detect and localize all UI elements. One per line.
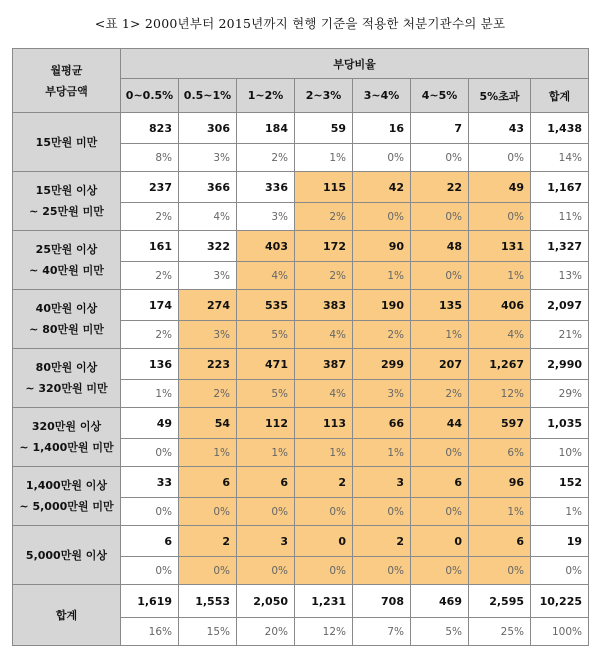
count-cell: 48 xyxy=(411,231,469,262)
percent-cell: 3% xyxy=(353,380,411,408)
count-cell: 190 xyxy=(353,290,411,321)
percent-cell: 2% xyxy=(295,203,353,231)
percent-cell: 1% xyxy=(469,262,531,290)
count-cell: 2 xyxy=(179,526,237,557)
percent-cell: 16% xyxy=(121,618,179,646)
percent-cell: 2% xyxy=(353,321,411,349)
percent-cell: 13% xyxy=(531,262,589,290)
count-cell: 2 xyxy=(295,467,353,498)
percent-cell: 0% xyxy=(295,557,353,585)
count-cell: 49 xyxy=(121,408,179,439)
group-header: 부당비율 xyxy=(121,49,589,79)
count-cell: 22 xyxy=(411,172,469,203)
count-cell: 59 xyxy=(295,113,353,144)
column-header: 2~3% xyxy=(295,79,353,113)
percent-cell: 0% xyxy=(411,439,469,467)
count-cell: 172 xyxy=(295,231,353,262)
percent-cell: 0% xyxy=(179,557,237,585)
count-cell: 43 xyxy=(469,113,531,144)
percent-cell: 0% xyxy=(469,557,531,585)
count-cell: 136 xyxy=(121,349,179,380)
percent-cell: 1% xyxy=(121,380,179,408)
row-label xyxy=(13,585,121,646)
count-cell: 33 xyxy=(121,467,179,498)
count-cell: 6 xyxy=(237,467,295,498)
count-cell: 387 xyxy=(295,349,353,380)
count-cell: 49 xyxy=(469,172,531,203)
row-label-line: ~ 1,400만원 미만 xyxy=(19,441,114,454)
count-cell: 174 xyxy=(121,290,179,321)
row-label xyxy=(13,113,121,172)
percent-cell: 7% xyxy=(353,618,411,646)
percent-cell: 20% xyxy=(237,618,295,646)
percent-cell: 1% xyxy=(237,439,295,467)
percent-cell: 15% xyxy=(179,618,237,646)
row-label-line: 40만원 이상 xyxy=(35,302,98,315)
count-cell: 6 xyxy=(411,467,469,498)
percent-cell: 2% xyxy=(121,262,179,290)
table-row-counts xyxy=(13,585,589,618)
percent-cell: 1% xyxy=(469,498,531,526)
count-cell: 10,225 xyxy=(531,585,589,618)
row-label-line: ~ 25만원 미만 xyxy=(29,205,104,218)
count-cell: 223 xyxy=(179,349,237,380)
percent-cell: 5% xyxy=(237,321,295,349)
count-cell: 19 xyxy=(531,526,589,557)
percent-cell: 3% xyxy=(179,144,237,172)
column-header: 0~0.5% xyxy=(121,79,179,113)
percent-cell: 11% xyxy=(531,203,589,231)
count-cell: 1,553 xyxy=(179,585,237,618)
table-row-counts xyxy=(13,467,589,498)
table-row-counts xyxy=(13,408,589,439)
percent-cell: 0% xyxy=(179,498,237,526)
column-header: 4~5% xyxy=(411,79,469,113)
row-header-line-2: 부당금액 xyxy=(45,84,88,98)
percent-cell: 2% xyxy=(179,380,237,408)
percent-cell: 2% xyxy=(121,203,179,231)
percent-cell: 0% xyxy=(411,498,469,526)
count-cell: 135 xyxy=(411,290,469,321)
percent-cell: 0% xyxy=(411,262,469,290)
count-cell: 471 xyxy=(237,349,295,380)
table-row-counts xyxy=(13,526,589,557)
percent-cell: 8% xyxy=(121,144,179,172)
percent-cell: 0% xyxy=(237,498,295,526)
percent-cell: 0% xyxy=(353,557,411,585)
count-cell: 90 xyxy=(353,231,411,262)
percent-cell: 4% xyxy=(295,321,353,349)
percent-cell: 3% xyxy=(237,203,295,231)
row-label-line: 80만원 이상 xyxy=(35,361,98,374)
percent-cell: 12% xyxy=(295,618,353,646)
percent-cell: 12% xyxy=(469,380,531,408)
percent-cell: 0% xyxy=(353,203,411,231)
table-row-counts xyxy=(13,113,589,144)
count-cell: 823 xyxy=(121,113,179,144)
row-label-line: ~ 320만원 미만 xyxy=(25,382,108,395)
count-cell: 2,595 xyxy=(469,585,531,618)
percent-cell: 10% xyxy=(531,439,589,467)
row-label xyxy=(13,231,121,290)
row-label-line: 320만원 이상 xyxy=(31,420,102,433)
row-label-line: 25만원 이상 xyxy=(35,243,98,256)
percent-cell: 4% xyxy=(237,262,295,290)
percent-cell: 0% xyxy=(411,144,469,172)
row-label xyxy=(13,408,121,467)
count-cell: 2,097 xyxy=(531,290,589,321)
percent-cell: 0% xyxy=(531,557,589,585)
row-label-line: 15만원 미만 xyxy=(35,135,98,149)
count-cell: 366 xyxy=(179,172,237,203)
count-cell: 3 xyxy=(237,526,295,557)
count-cell: 406 xyxy=(469,290,531,321)
count-cell: 708 xyxy=(353,585,411,618)
row-label-line: ~ 80만원 미만 xyxy=(29,323,104,336)
percent-cell: 4% xyxy=(469,321,531,349)
count-cell: 115 xyxy=(295,172,353,203)
count-cell: 322 xyxy=(179,231,237,262)
percent-cell: 1% xyxy=(411,321,469,349)
table-caption: <표 1> 2000년부터 2015년까지 현행 기준을 적용한 처분기관수의 분포 xyxy=(94,16,506,31)
count-cell: 96 xyxy=(469,467,531,498)
row-header-cell xyxy=(13,49,121,113)
percent-cell: 0% xyxy=(469,144,531,172)
row-label xyxy=(13,526,121,585)
row-label-line: ~ 40만원 미만 xyxy=(29,264,104,277)
count-cell: 383 xyxy=(295,290,353,321)
row-label-line: 5,000만원 이상 xyxy=(25,548,108,562)
count-cell: 299 xyxy=(353,349,411,380)
table-row-counts xyxy=(13,349,589,380)
row-label xyxy=(13,467,121,526)
count-cell: 152 xyxy=(531,467,589,498)
percent-cell: 4% xyxy=(295,380,353,408)
distribution-table xyxy=(12,48,589,646)
count-cell: 1,438 xyxy=(531,113,589,144)
percent-cell: 0% xyxy=(121,557,179,585)
percent-cell: 2% xyxy=(121,321,179,349)
count-cell: 403 xyxy=(237,231,295,262)
percent-cell: 1% xyxy=(531,498,589,526)
count-cell: 161 xyxy=(121,231,179,262)
count-cell: 2,050 xyxy=(237,585,295,618)
count-cell: 306 xyxy=(179,113,237,144)
percent-cell: 0% xyxy=(121,439,179,467)
count-cell: 2,990 xyxy=(531,349,589,380)
percent-cell: 2% xyxy=(237,144,295,172)
row-label-line: 15만원 이상 xyxy=(35,184,98,197)
table-row-counts xyxy=(13,231,589,262)
percent-cell: 5% xyxy=(411,618,469,646)
count-cell: 1,327 xyxy=(531,231,589,262)
row-label xyxy=(13,290,121,349)
percent-cell: 0% xyxy=(411,203,469,231)
percent-cell: 1% xyxy=(295,439,353,467)
percent-cell: 1% xyxy=(353,262,411,290)
count-cell: 597 xyxy=(469,408,531,439)
count-cell: 1,267 xyxy=(469,349,531,380)
count-cell: 131 xyxy=(469,231,531,262)
percent-cell: 1% xyxy=(295,144,353,172)
percent-cell: 25% xyxy=(469,618,531,646)
count-cell: 42 xyxy=(353,172,411,203)
count-cell: 0 xyxy=(411,526,469,557)
percent-cell: 0% xyxy=(411,557,469,585)
column-header: 3~4% xyxy=(353,79,411,113)
percent-cell: 4% xyxy=(179,203,237,231)
count-cell: 1,619 xyxy=(121,585,179,618)
count-cell: 535 xyxy=(237,290,295,321)
percent-cell: 2% xyxy=(295,262,353,290)
row-label-line: 합계 xyxy=(55,608,78,622)
count-cell: 184 xyxy=(237,113,295,144)
count-cell: 3 xyxy=(353,467,411,498)
percent-cell: 5% xyxy=(237,380,295,408)
count-cell: 7 xyxy=(411,113,469,144)
count-cell: 1,035 xyxy=(531,408,589,439)
percent-cell: 0% xyxy=(353,144,411,172)
column-header: 0.5~1% xyxy=(179,79,237,113)
percent-cell: 0% xyxy=(121,498,179,526)
count-cell: 0 xyxy=(295,526,353,557)
row-label xyxy=(13,349,121,408)
column-header: 합계 xyxy=(531,79,589,113)
table-row-counts xyxy=(13,290,589,321)
count-cell: 6 xyxy=(179,467,237,498)
percent-cell: 0% xyxy=(353,498,411,526)
percent-cell: 21% xyxy=(531,321,589,349)
count-cell: 469 xyxy=(411,585,469,618)
percent-cell: 29% xyxy=(531,380,589,408)
count-cell: 44 xyxy=(411,408,469,439)
percent-cell: 6% xyxy=(469,439,531,467)
percent-cell: 1% xyxy=(353,439,411,467)
column-header: 1~2% xyxy=(237,79,295,113)
count-cell: 6 xyxy=(469,526,531,557)
percent-cell: 0% xyxy=(295,498,353,526)
count-cell: 207 xyxy=(411,349,469,380)
table-row-counts xyxy=(13,172,589,203)
row-label-line: 1,400만원 이상 xyxy=(25,479,108,492)
percent-cell: 100% xyxy=(531,618,589,646)
row-label xyxy=(13,172,121,231)
row-header-line-1: 월평균 xyxy=(50,63,83,77)
percent-cell: 0% xyxy=(469,203,531,231)
count-cell: 237 xyxy=(121,172,179,203)
count-cell: 274 xyxy=(179,290,237,321)
percent-cell: 3% xyxy=(179,262,237,290)
percent-cell: 14% xyxy=(531,144,589,172)
count-cell: 112 xyxy=(237,408,295,439)
percent-cell: 1% xyxy=(179,439,237,467)
count-cell: 16 xyxy=(353,113,411,144)
count-cell: 2 xyxy=(353,526,411,557)
percent-cell: 0% xyxy=(237,557,295,585)
count-cell: 336 xyxy=(237,172,295,203)
column-header: 5%초과 xyxy=(469,79,531,113)
count-cell: 113 xyxy=(295,408,353,439)
count-cell: 66 xyxy=(353,408,411,439)
count-cell: 6 xyxy=(121,526,179,557)
percent-cell: 3% xyxy=(179,321,237,349)
percent-cell: 2% xyxy=(411,380,469,408)
count-cell: 1,231 xyxy=(295,585,353,618)
row-label-line: ~ 5,000만원 미만 xyxy=(19,500,114,513)
count-cell: 1,167 xyxy=(531,172,589,203)
count-cell: 54 xyxy=(179,408,237,439)
